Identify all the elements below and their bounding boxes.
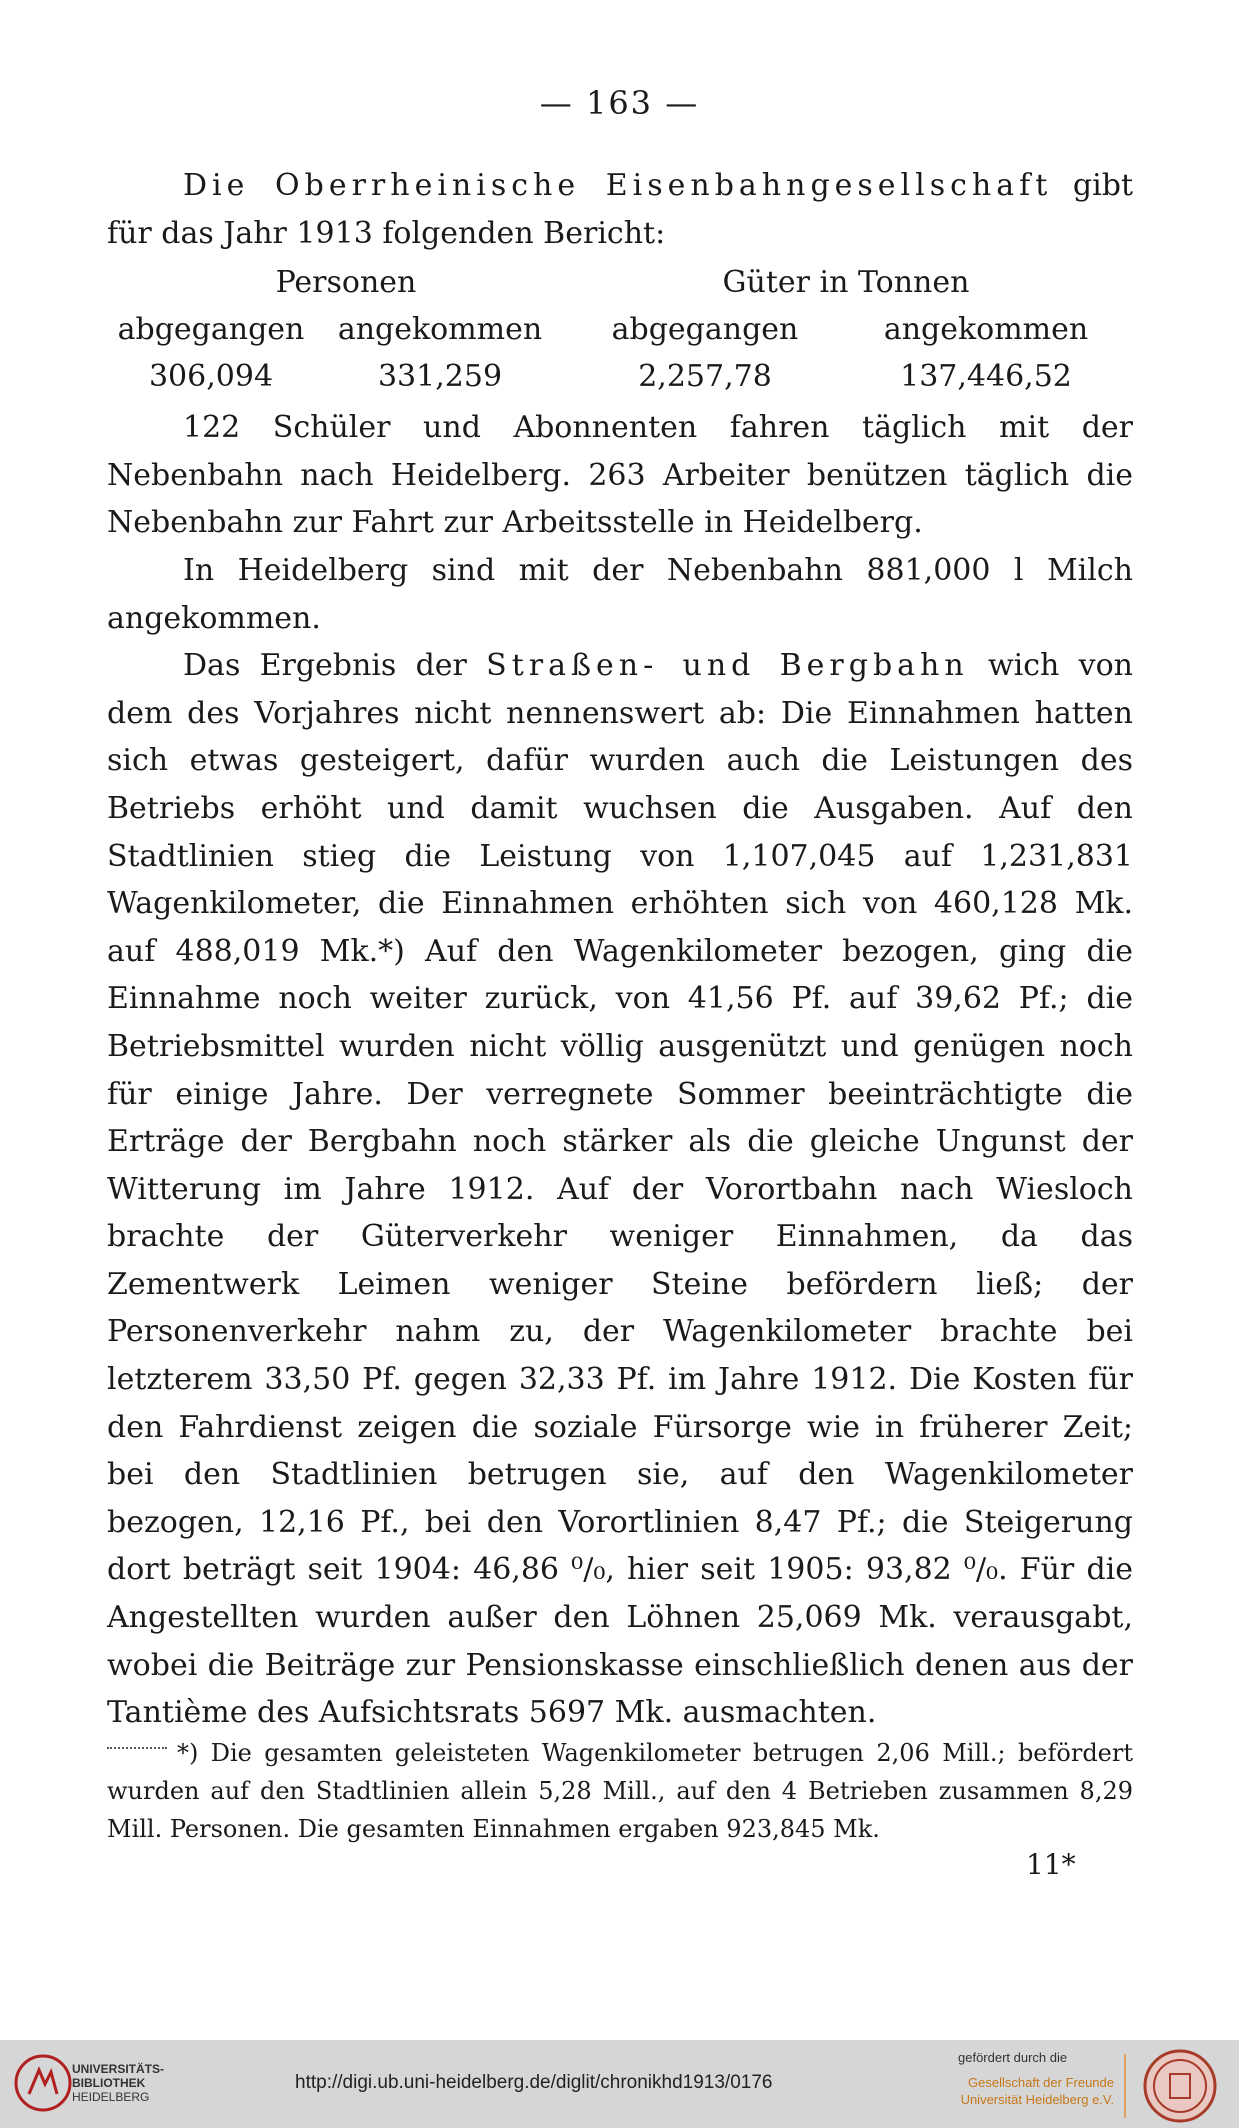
header-cell: abgegangen bbox=[611, 311, 799, 347]
permalink[interactable]: http://digi.ub.uni-heidelberg.de/diglit/chronikhd1913/0176 bbox=[295, 2072, 773, 2093]
library-name-line: UNIVERSITÄTS- bbox=[72, 2062, 165, 2076]
library-logo-icon bbox=[14, 2054, 72, 2112]
table-group-row bbox=[107, 259, 1133, 306]
railway-name: Straßen- und Bergbahn bbox=[486, 648, 969, 684]
paragraph-4-rest: wich von dem des Vorjahres nicht nennenswert ab: Die Einnahmen hatten sich etwas gesteigert, dafür wurden auch die Leistungen des Betriebs erhöht und damit wuchsen die Ausgaben. Auf den Stadtlinien stieg die Leistung von 1,107,045 auf 1,231,831 Wagenkilometer, die Einnahmen erhöhten sich von 460,128 Mk. auf 488,019 Mk.*) Auf den Wagenkilometer bezogen, ging die Einnahme noch weiter zurück, von 41,56 Pf. auf 39,62 Pf.; die Betriebsmittel wurden nicht völlig ausgenützt und genügen noch für einige Jahre. Der verregnete Sommer beeinträchtigte die Erträge der Bergbahn noch stärker als die gleiche Ungunst der Witterung im Jahre 1912. Auf der Vorortbahn nach Wiesloch brachte der Güterverkehr weniger Einnahmen, da das Zementwerk Leimen weniger Steine befördern ließ; der Personenverkehr nahm zu, der Wagenkilometer brachte bei letzterem 33,50 Pf. gegen 32,33 Pf. im Jahre 1912. Die Kosten für den Fahrdienst zeigen die soziale Fürsorge wie in früherer Zeit; bei den Stadtlinien betrugen sie, auf den Wagenkilometer bezogen, 12,16 Pf., bei den Vorortlinien 8,47 Pf.; die Steigerung dort beträgt seit 1904: 46,86 ⁰/₀, hier seit 1905: 93,82 ⁰/₀. Für die Angestellten wurden außer den Löhnen 25,069 Mk. verausgabt, wobei die Beiträge zur Pensionskasse einschließlich denen aus der Tantième des Aufsichtsrats 5697 Mk. ausmachten. bbox=[107, 648, 1133, 1731]
value-cell: 306,094 bbox=[148, 358, 274, 394]
signature-mark: 11* bbox=[1026, 1848, 1076, 1881]
viewer-footer bbox=[0, 2040, 1239, 2128]
paragraph-4-intro: Das Ergebnis der bbox=[183, 648, 487, 684]
header-cell: angekommen bbox=[883, 311, 1089, 347]
report-table bbox=[107, 259, 1133, 400]
footer-divider bbox=[1124, 2054, 1126, 2118]
footnote-text: *) Die gesamten geleisteten Wagenkilometer betrugen 2,06 Mill.; befördert wurden auf den Stadtlinien allein 5,28 Mill., auf den 4 Betrieben zusammen 8,29 Mill. Personen. Die gesamten Einnahmen ergaben 923,845 Mk. bbox=[107, 1739, 1133, 1843]
header-cell: abgegangen bbox=[117, 311, 305, 347]
company-name: Die Oberrheinische Eisenbahngesellschaft bbox=[183, 168, 1053, 203]
value-cell: 331,259 bbox=[377, 358, 503, 394]
footnote bbox=[107, 1734, 1133, 1848]
paragraph-3: In Heidelberg sind mit der Nebenbahn 881,000 l Milch angekommen. bbox=[107, 552, 1133, 636]
group-header-goods: Güter in Tonnen bbox=[722, 264, 970, 300]
group-header-persons: Personen bbox=[275, 264, 417, 300]
library-name bbox=[72, 2062, 164, 2104]
table-header-row bbox=[107, 306, 1133, 353]
value-cell: 2,257,78 bbox=[638, 358, 772, 394]
value-cell: 137,446,52 bbox=[900, 358, 1072, 394]
body-text bbox=[107, 162, 1133, 1751]
paragraph-1-rest: gibt für das Jahr 1913 folgenden Bericht: bbox=[107, 168, 1133, 251]
header-cell: angekommen bbox=[337, 311, 543, 347]
table-value-row bbox=[107, 353, 1133, 400]
paragraph-4 bbox=[107, 642, 1133, 1737]
sponsor-name-line: Gesellschaft der Freunde bbox=[968, 2075, 1114, 2090]
library-name-line: HEIDELBERG bbox=[72, 2090, 150, 2104]
library-name-line: BIBLIOTHEK bbox=[72, 2076, 146, 2090]
university-seal-icon bbox=[1142, 2048, 1218, 2124]
funded-by-label: gefördert durch die bbox=[958, 2050, 1068, 2065]
sponsor-name-line: Universität Heidelberg e.V. bbox=[960, 2092, 1114, 2107]
page-number: — 163 — bbox=[539, 84, 700, 122]
paragraph-1 bbox=[107, 162, 1133, 257]
paragraph-2: 122 Schüler und Abonnenten fahren täglich mit der Nebenbahn nach Heidelberg. 263 Arbeiter benützen täglich die Nebenbahn zur Fahrt zur Arbeitsstelle in Heidelberg. bbox=[107, 410, 1133, 541]
sponsor-name[interactable] bbox=[958, 2074, 1114, 2108]
